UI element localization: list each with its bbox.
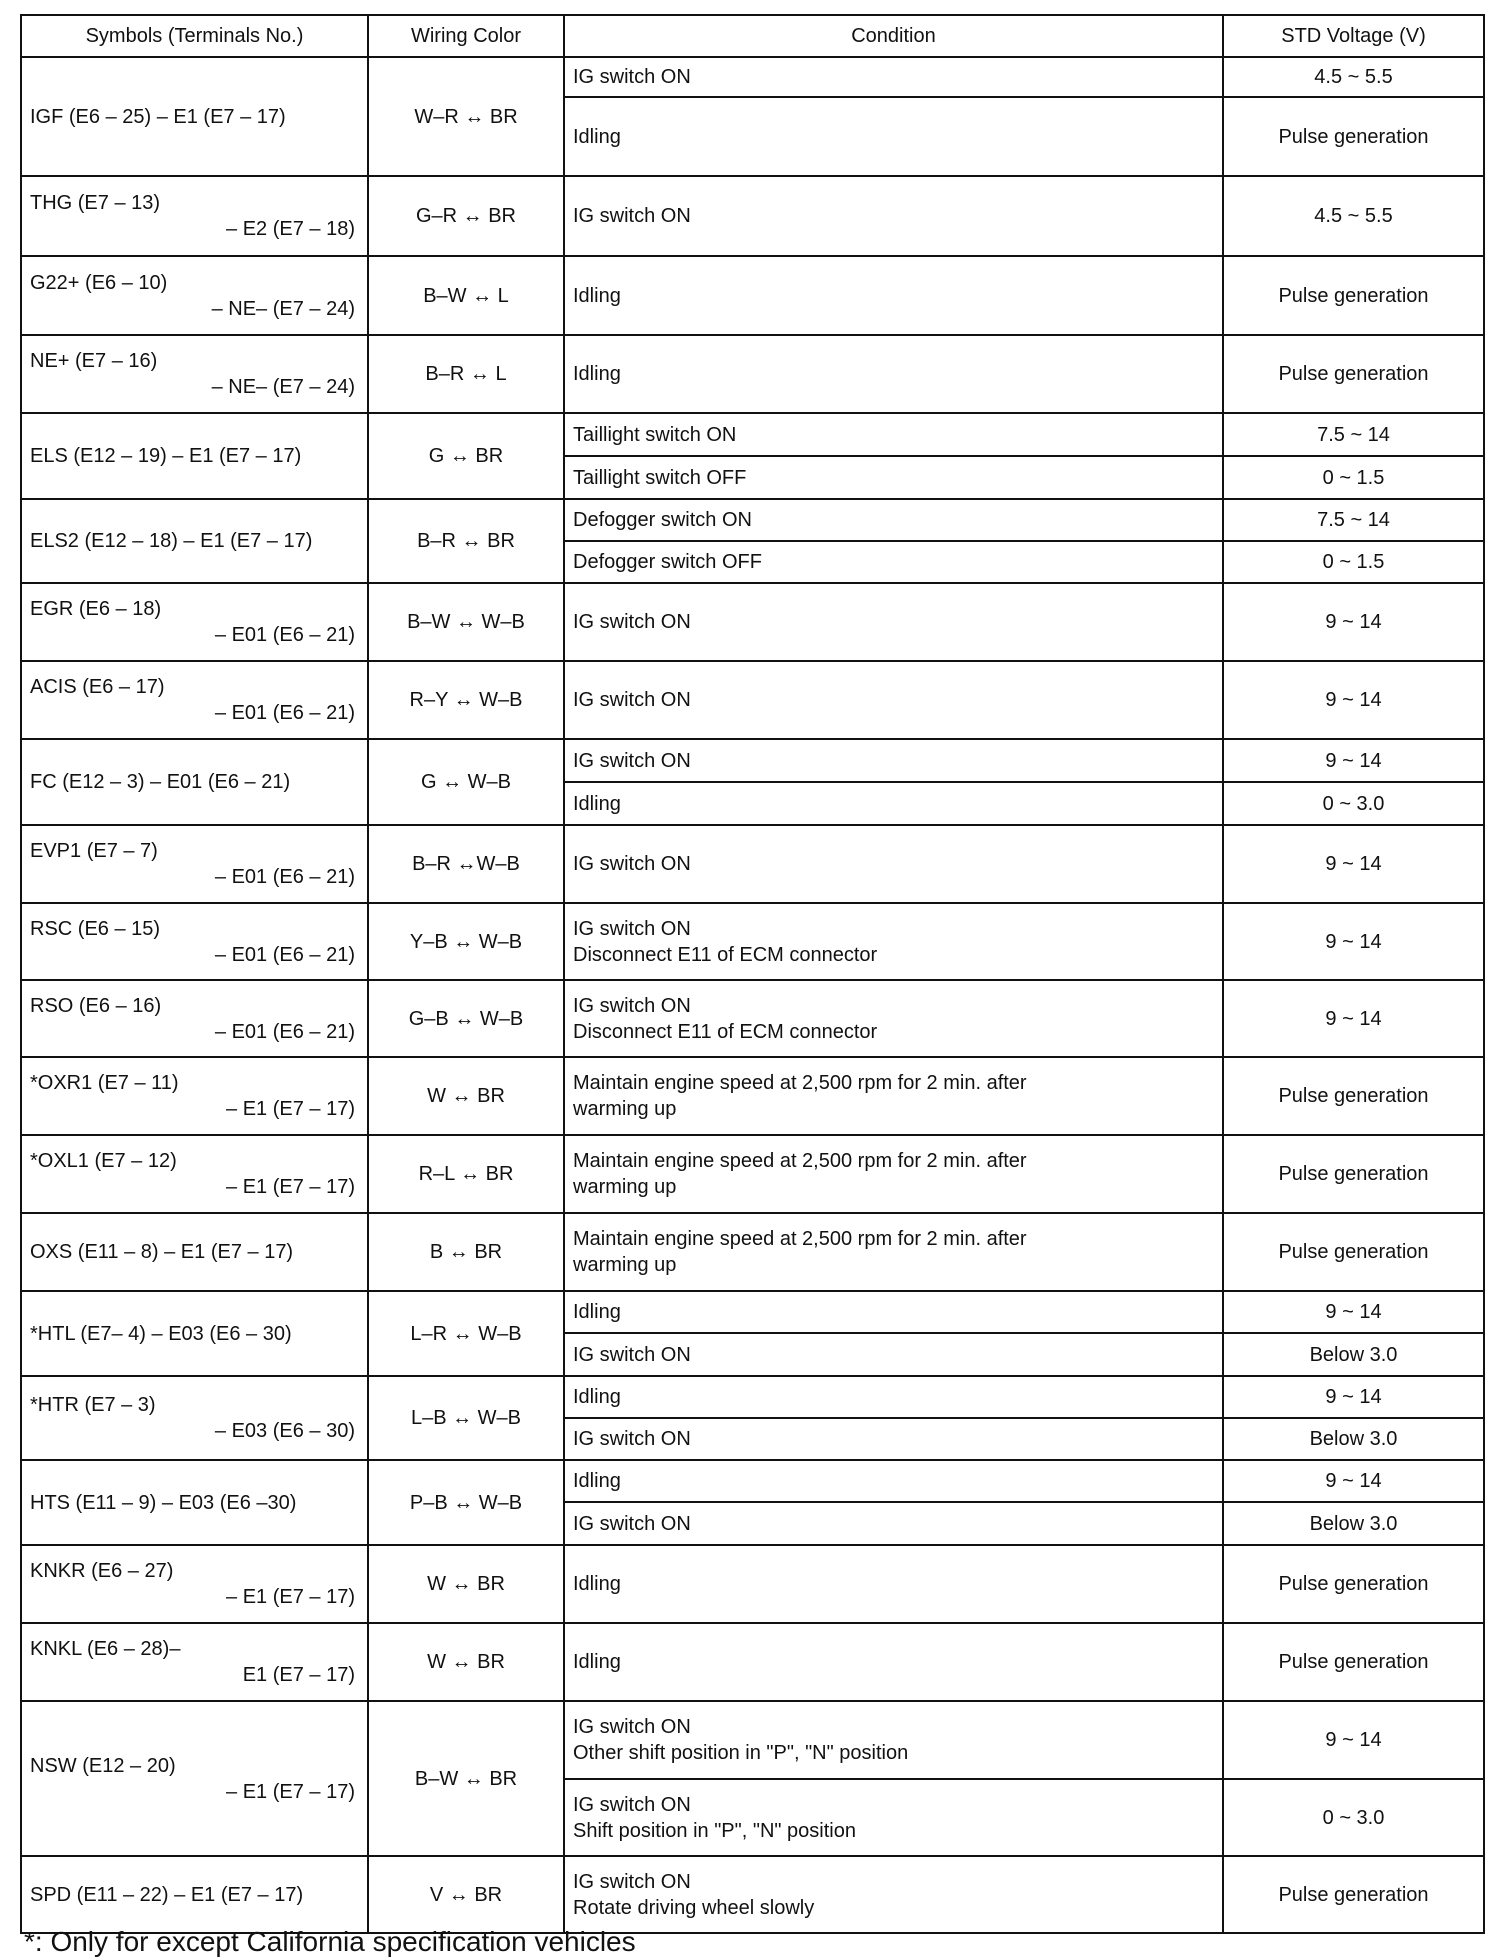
std-voltage-cell: Pulse generation	[1223, 256, 1484, 335]
symbol-cell	[21, 1856, 368, 1933]
condition-text: Maintain engine speed at 2,500 rpm for 2 min. after	[573, 1072, 1027, 1094]
wiring-color-cell: B–R ↔W–B	[368, 825, 564, 903]
table-row	[21, 583, 1484, 661]
footnote: *: Only for except California specification vehicles	[24, 1926, 636, 1957]
std-voltage-cell: 0 ~ 3.0	[1223, 782, 1484, 825]
condition-text: IG switch ON	[573, 1716, 691, 1738]
symbol-cell	[21, 499, 368, 583]
condition-cell	[564, 1135, 1223, 1213]
table-row	[21, 1460, 1484, 1502]
wiring-color-cell: W ↔ BR	[368, 1057, 564, 1135]
symbol-cell	[21, 1057, 368, 1135]
condition-text: Defogger switch OFF	[573, 551, 762, 573]
symbol-text: – NE– (E7 – 24)	[211, 297, 355, 320]
std-voltage-cell: Pulse generation	[1223, 1057, 1484, 1135]
symbol-text: ELS (E12 – 19) – E1 (E7 – 17)	[30, 445, 302, 467]
condition-cell	[564, 825, 1223, 903]
std-voltage-cell: 9 ~ 14	[1223, 825, 1484, 903]
symbol-text: ELS2 (E12 – 18) – E1 (E7 – 17)	[30, 530, 313, 552]
condition-cell	[564, 1856, 1223, 1933]
condition-text: Taillight switch ON	[573, 423, 737, 446]
terminal-voltage-sheet	[20, 14, 1483, 1934]
table-row	[21, 256, 1484, 335]
table-row	[21, 413, 1484, 456]
condition-cell	[564, 256, 1223, 335]
symbol-text: *OXL1 (E7 – 12)	[30, 1150, 177, 1172]
symbol-text: ACIS (E6 – 17)	[30, 676, 165, 698]
symbol-text: RSC (E6 – 15)	[30, 917, 161, 940]
condition-cell	[564, 335, 1223, 413]
condition-cell	[564, 456, 1223, 499]
symbol-text: – E01 (E6 – 21)	[214, 1020, 355, 1043]
condition-cell	[564, 57, 1223, 97]
condition-text: IG switch ON	[573, 1512, 691, 1535]
table-body	[21, 57, 1484, 1933]
condition-cell	[564, 176, 1223, 256]
table-row	[21, 1135, 1484, 1213]
symbol-text: EVP1 (E7 – 7)	[30, 840, 158, 862]
condition-text: Maintain engine speed at 2,500 rpm for 2 min. after	[573, 1150, 1027, 1172]
std-voltage-cell: 0 ~ 1.5	[1223, 541, 1484, 583]
condition-text: Disconnect E11 of ECM connector	[573, 1020, 878, 1043]
symbol-cell	[21, 413, 368, 499]
symbol-cell	[21, 903, 368, 980]
table-header-row	[21, 15, 1484, 57]
wiring-color-cell: P–B ↔ W–B	[368, 1460, 564, 1545]
wiring-color-cell: B–R ↔ BR	[368, 499, 564, 583]
condition-text: IG switch ON	[573, 1870, 691, 1893]
header-wiring-color: Wiring Color	[368, 15, 564, 57]
condition-cell	[564, 661, 1223, 739]
wiring-color-cell: B–R ↔ L	[368, 335, 564, 413]
wiring-color-cell: R–Y ↔ W–B	[368, 661, 564, 739]
std-voltage-cell: 4.5 ~ 5.5	[1223, 57, 1484, 97]
table-row	[21, 1623, 1484, 1701]
symbol-text: – E01 (E6 – 21)	[214, 943, 355, 966]
std-voltage-cell: Pulse generation	[1223, 1856, 1484, 1933]
condition-cell	[564, 1291, 1223, 1333]
symbol-cell	[21, 825, 368, 903]
symbol-text: IGF (E6 – 25) – E1 (E7 – 17)	[30, 105, 286, 128]
symbol-cell	[21, 739, 368, 825]
symbol-text: *HTL (E7– 4) – E03 (E6 – 30)	[30, 1322, 292, 1345]
table-row	[21, 980, 1484, 1057]
condition-text: warming up	[573, 1098, 677, 1120]
condition-text: IG switch ON	[573, 66, 691, 88]
symbol-cell	[21, 57, 368, 176]
symbol-text: – E1 (E7 – 17)	[226, 1176, 355, 1198]
std-voltage-cell: Below 3.0	[1223, 1333, 1484, 1376]
symbol-cell	[21, 1545, 368, 1623]
table-row	[21, 176, 1484, 256]
symbol-text: – E01 (E6 – 21)	[214, 702, 355, 724]
table-row	[21, 335, 1484, 413]
std-voltage-cell: Pulse generation	[1223, 1623, 1484, 1701]
condition-cell	[564, 499, 1223, 541]
condition-text: Idling	[573, 125, 621, 148]
condition-cell	[564, 1213, 1223, 1291]
condition-cell	[564, 903, 1223, 980]
wiring-color-cell: G ↔ W–B	[368, 739, 564, 825]
symbol-text: – E1 (E7 – 17)	[226, 1780, 355, 1803]
table-row	[21, 1291, 1484, 1333]
symbol-text: THG (E7 – 13)	[30, 192, 161, 214]
std-voltage-cell: Pulse generation	[1223, 1545, 1484, 1623]
symbol-text: – E2 (E7 – 18)	[226, 218, 355, 240]
wiring-color-cell: W ↔ BR	[368, 1623, 564, 1701]
symbol-text: – E01 (E6 – 21)	[214, 624, 355, 646]
condition-text: IG switch ON	[573, 994, 691, 1017]
condition-cell	[564, 1779, 1223, 1856]
wiring-color-cell: L–R ↔ W–B	[368, 1291, 564, 1376]
wiring-color-cell: G ↔ BR	[368, 413, 564, 499]
std-voltage-cell: 9 ~ 14	[1223, 739, 1484, 782]
symbol-cell	[21, 980, 368, 1057]
symbol-text: E1 (E7 – 17)	[242, 1664, 355, 1686]
condition-text: IG switch ON	[573, 1793, 691, 1816]
condition-text: Idling	[573, 1470, 621, 1492]
symbol-text: NSW (E12 – 20)	[30, 1754, 176, 1777]
condition-cell	[564, 97, 1223, 176]
condition-text: warming up	[573, 1254, 677, 1276]
symbol-text: KNKR (E6 – 27)	[30, 1560, 174, 1582]
std-voltage-cell: 9 ~ 14	[1223, 1291, 1484, 1333]
table-row	[21, 661, 1484, 739]
condition-text: IG switch ON	[573, 1343, 691, 1366]
condition-text: Rotate driving wheel slowly	[573, 1896, 815, 1919]
condition-cell	[564, 739, 1223, 782]
std-voltage-cell: Pulse generation	[1223, 1213, 1484, 1291]
std-voltage-cell: Below 3.0	[1223, 1502, 1484, 1545]
symbol-cell	[21, 1376, 368, 1460]
symbol-text: NE+ (E7 – 16)	[30, 350, 158, 372]
condition-text: Shift position in "P", "N" position	[573, 1819, 856, 1842]
symbol-text: RSO (E6 – 16)	[30, 994, 162, 1017]
std-voltage-cell: 0 ~ 1.5	[1223, 456, 1484, 499]
wiring-color-cell: B–W ↔ BR	[368, 1701, 564, 1856]
std-voltage-cell: 9 ~ 14	[1223, 980, 1484, 1057]
symbol-cell	[21, 176, 368, 256]
symbol-cell	[21, 661, 368, 739]
condition-text: Idling	[573, 792, 621, 815]
table-row	[21, 1856, 1484, 1933]
condition-cell	[564, 980, 1223, 1057]
std-voltage-cell: 4.5 ~ 5.5	[1223, 176, 1484, 256]
symbol-cell	[21, 1623, 368, 1701]
wiring-color-cell: Y–B ↔ W–B	[368, 903, 564, 980]
std-voltage-cell: 7.5 ~ 14	[1223, 499, 1484, 541]
header-std-voltage: STD Voltage (V)	[1223, 15, 1484, 57]
symbol-text: *OXR1 (E7 – 11)	[30, 1072, 179, 1094]
condition-cell	[564, 541, 1223, 583]
symbol-cell	[21, 1213, 368, 1291]
condition-cell	[564, 1623, 1223, 1701]
std-voltage-cell: 9 ~ 14	[1223, 583, 1484, 661]
table-row	[21, 1376, 1484, 1418]
condition-cell	[564, 1701, 1223, 1779]
symbol-text: SPD (E11 – 22) – E1 (E7 – 17)	[30, 1883, 304, 1906]
symbol-text: – NE– (E7 – 24)	[211, 376, 355, 398]
condition-text: Idling	[573, 284, 621, 307]
condition-text: IG switch ON	[573, 689, 691, 711]
std-voltage-cell: 9 ~ 14	[1223, 1701, 1484, 1779]
condition-text: Disconnect E11 of ECM connector	[573, 943, 878, 966]
std-voltage-cell: Pulse generation	[1223, 97, 1484, 176]
std-voltage-cell: 7.5 ~ 14	[1223, 413, 1484, 456]
symbol-text: – E1 (E7 – 17)	[226, 1098, 355, 1120]
std-voltage-cell: 9 ~ 14	[1223, 1460, 1484, 1502]
condition-cell	[564, 1545, 1223, 1623]
condition-text: IG switch ON	[573, 749, 691, 772]
condition-text: Idling	[573, 363, 621, 385]
symbol-text: – E1 (E7 – 17)	[226, 1586, 355, 1608]
table-row	[21, 825, 1484, 903]
symbol-text: G22+ (E6 – 10)	[30, 271, 168, 294]
wiring-color-cell: B–W ↔ W–B	[368, 583, 564, 661]
condition-text: IG switch ON	[573, 917, 691, 940]
std-voltage-cell: Pulse generation	[1223, 335, 1484, 413]
wiring-color-cell: W–R ↔ BR	[368, 57, 564, 176]
symbol-text: EGR (E6 – 18)	[30, 598, 162, 620]
condition-text: Idling	[573, 1301, 621, 1323]
condition-text: Idling	[573, 1386, 621, 1408]
condition-cell	[564, 413, 1223, 456]
symbol-cell	[21, 335, 368, 413]
symbol-text: FC (E12 – 3) – E01 (E6 – 21)	[30, 771, 291, 793]
std-voltage-cell: 0 ~ 3.0	[1223, 1779, 1484, 1856]
condition-cell	[564, 1502, 1223, 1545]
table-row	[21, 1545, 1484, 1623]
table-row	[21, 57, 1484, 97]
condition-text: Defogger switch ON	[573, 509, 752, 531]
symbol-cell	[21, 583, 368, 661]
symbol-text: KNKL (E6 – 28)–	[30, 1638, 181, 1660]
symbol-cell	[21, 1135, 368, 1213]
symbol-text: – E03 (E6 – 30)	[214, 1420, 355, 1442]
table-row	[21, 1701, 1484, 1779]
wiring-color-cell: L–B ↔ W–B	[368, 1376, 564, 1460]
condition-text: Idling	[573, 1573, 621, 1595]
condition-cell	[564, 782, 1223, 825]
condition-text: Maintain engine speed at 2,500 rpm for 2 min. after	[573, 1228, 1027, 1250]
condition-text: Idling	[573, 1651, 621, 1673]
symbol-text: HTS (E11 – 9) – E03 (E6 –30)	[30, 1491, 297, 1514]
symbol-cell	[21, 1291, 368, 1376]
symbol-text: OXS (E11 – 8) – E1 (E7 – 17)	[30, 1241, 294, 1263]
table-row	[21, 739, 1484, 782]
condition-text: IG switch ON	[573, 853, 691, 875]
condition-cell	[564, 583, 1223, 661]
symbol-cell	[21, 1701, 368, 1856]
condition-text: IG switch ON	[573, 611, 691, 633]
wiring-color-cell: W ↔ BR	[368, 1545, 564, 1623]
header-condition: Condition	[564, 15, 1223, 57]
wiring-color-cell: G–R ↔ BR	[368, 176, 564, 256]
symbol-text: *HTR (E7 – 3)	[30, 1394, 156, 1416]
wiring-color-cell: R–L ↔ BR	[368, 1135, 564, 1213]
condition-text: IG switch ON	[573, 1428, 691, 1450]
std-voltage-cell: Pulse generation	[1223, 1135, 1484, 1213]
condition-cell	[564, 1460, 1223, 1502]
std-voltage-cell: 9 ~ 14	[1223, 1376, 1484, 1418]
symbol-cell	[21, 256, 368, 335]
condition-cell	[564, 1418, 1223, 1460]
symbol-cell	[21, 1460, 368, 1545]
symbol-text: – E01 (E6 – 21)	[214, 866, 355, 888]
table-row	[21, 1057, 1484, 1135]
std-voltage-cell: 9 ~ 14	[1223, 903, 1484, 980]
wiring-color-cell: G–B ↔ W–B	[368, 980, 564, 1057]
condition-cell	[564, 1057, 1223, 1135]
condition-cell	[564, 1333, 1223, 1376]
std-voltage-cell: Below 3.0	[1223, 1418, 1484, 1460]
wiring-color-cell: V ↔ BR	[368, 1856, 564, 1933]
condition-cell	[564, 1376, 1223, 1418]
table-row	[21, 903, 1484, 980]
condition-text: IG switch ON	[573, 205, 691, 227]
std-voltage-cell: 9 ~ 14	[1223, 661, 1484, 739]
wiring-color-cell: B ↔ BR	[368, 1213, 564, 1291]
table-row	[21, 1213, 1484, 1291]
condition-text: warming up	[573, 1176, 677, 1198]
condition-text: Taillight switch OFF	[573, 466, 747, 489]
condition-text: Other shift position in "P", "N" position	[573, 1742, 909, 1764]
header-symbols: Symbols (Terminals No.)	[21, 15, 368, 57]
table-row	[21, 499, 1484, 541]
wiring-color-cell: B–W ↔ L	[368, 256, 564, 335]
terminal-voltage-table	[20, 14, 1485, 1934]
